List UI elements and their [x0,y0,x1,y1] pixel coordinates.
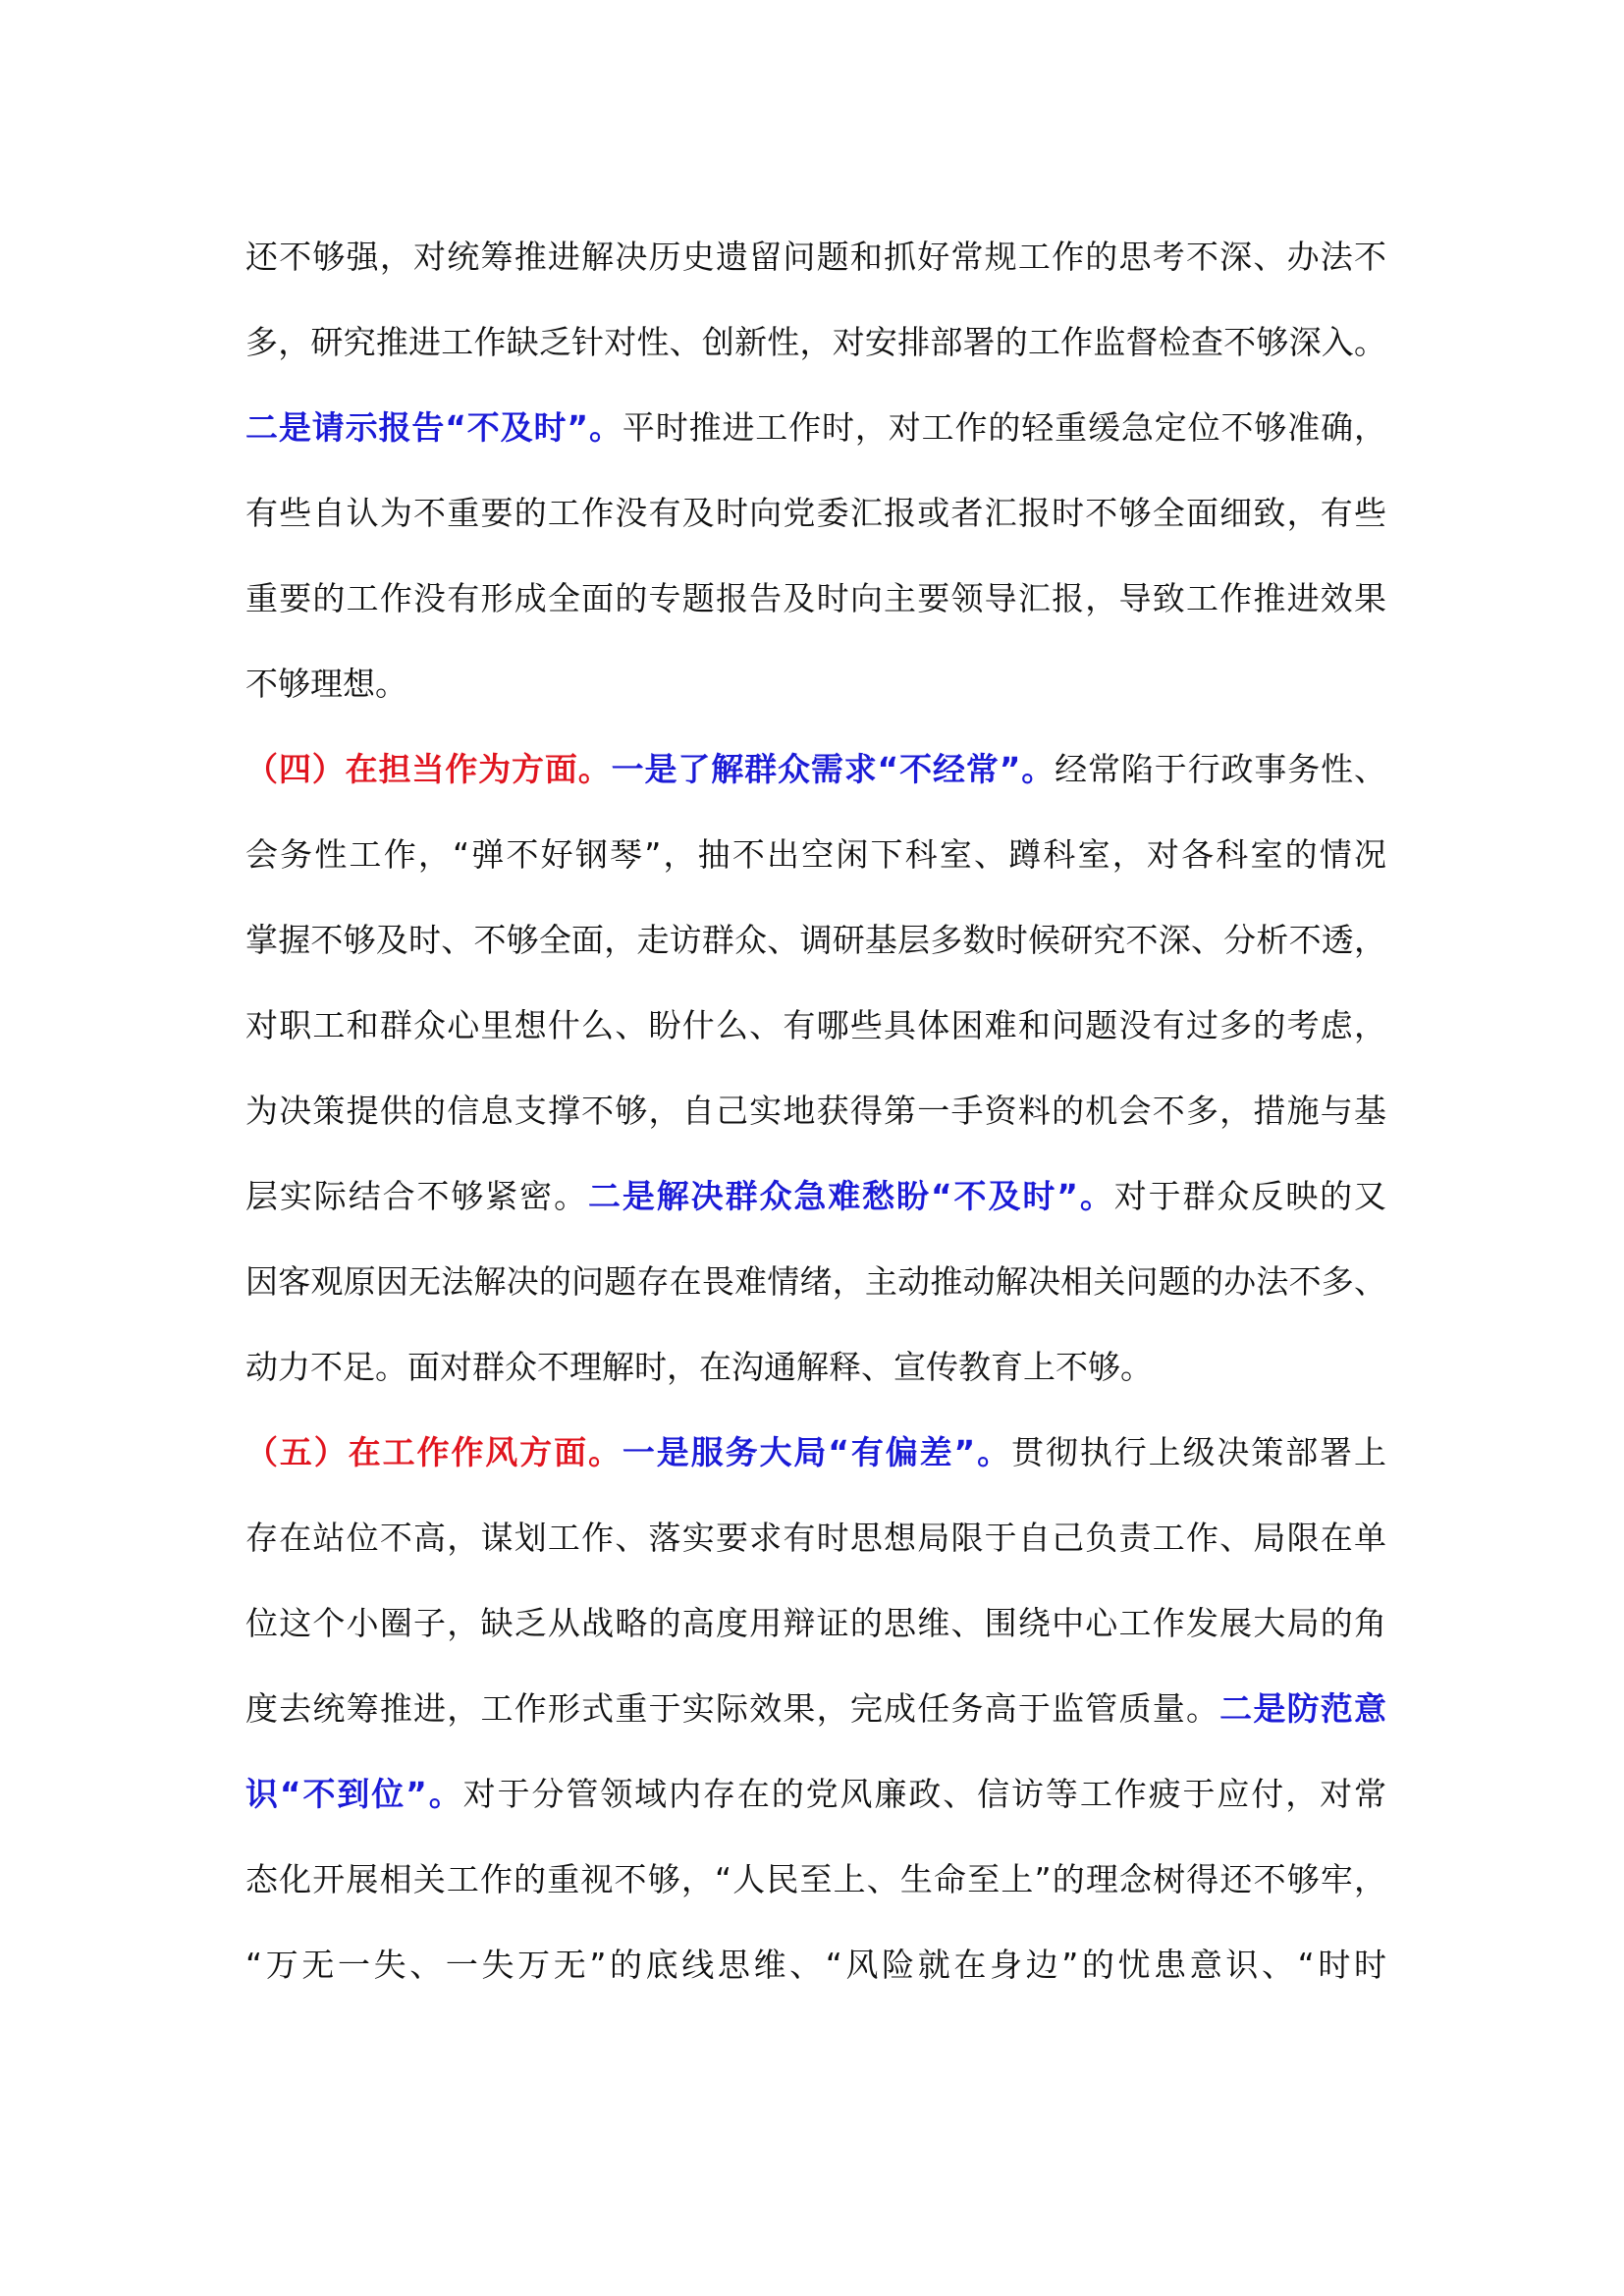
body-text: 动力不足。面对群众不理解时，在沟通解释、宣传教育上不够。 [245,1348,1153,1386]
body-text: 态化开展相关工作的重视不够，“人民至上、生命至上”的理念树得还不够牢， [245,1860,1386,1898]
text-line [245,1167,1386,1253]
section-heading: （五）在工作作风方面。 [245,1433,623,1471]
text-line [245,1423,1386,1509]
body-text: 掌握不够及时、不够全面，走访群众、调研基层多数时候研究不深、分析不透， [245,921,1386,959]
body-text: 位这个小圈子，缺乏从战略的高度用辩证的思维、围绕中心工作发展大局的角 [245,1604,1386,1642]
point-heading: 二是解决群众急难愁盼“不及时”。 [587,1177,1114,1215]
body-text: 多，研究推进工作缺乏针对性、创新性，对安排部署的工作监督检查不够深入。 [245,323,1386,361]
body-text: 经常陷于行政事务性、 [1055,750,1387,788]
text-line [245,1082,1386,1167]
body-text: 有些自认为不重要的工作没有及时向党委汇报或者汇报时不够全面细致，有些 [245,494,1386,532]
point-heading: 二是请示报告“不及时”。 [245,408,623,447]
text-line [245,484,1386,569]
section-heading: （四）在担当作为方面。 [245,750,612,788]
text-line [245,399,1386,484]
body-text: 平时推进工作时，对工作的轻重缓急定位不够准确， [622,408,1386,447]
point-heading: 二是防范意 [1219,1689,1387,1728]
text-line [245,1594,1386,1680]
body-text: 会务性工作，“弹不好钢琴”，抽不出空闲下科室、蹲科室，对各科室的情况 [245,835,1386,874]
point-heading: 识“不到位”。 [245,1775,463,1813]
body-text: 对职工和群众心里想什么、盼什么、有哪些具体困难和问题没有过多的考虑， [245,1006,1386,1044]
text-line [245,569,1386,655]
body-text: 层实际结合不够紧密。 [245,1177,588,1215]
point-heading: 一是了解群众需求“不经常”。 [611,750,1056,788]
text-line [245,313,1386,399]
text-line [245,740,1386,826]
text-line [245,1253,1386,1338]
body-text: 度去统筹推进，工作形式重于实际效果，完成任务高于监管质量。 [245,1689,1220,1728]
text-line [245,911,1386,996]
point-heading: 一是服务大局“有偏差”。 [622,1433,1012,1471]
body-text: 因客观原因无法解决的问题存在畏难情绪，主动推动解决相关问题的办法不多、 [245,1262,1386,1301]
text-line [245,1680,1386,1765]
text-line [245,826,1386,911]
text-line [245,655,1386,740]
text-line [245,1765,1386,1850]
body-text: 不够理想。 [245,665,407,703]
text-line [245,228,1386,313]
text-line [245,1338,1386,1423]
text-line [245,1509,1386,1594]
text-line [245,1850,1386,1936]
document-body [245,228,1386,2021]
body-text: 贯彻执行上级决策部署上 [1011,1433,1387,1471]
body-text: 为决策提供的信息支撑不够，自己实地获得第一手资料的机会不多，措施与基 [245,1092,1386,1130]
body-text: 存在站位不高，谋划工作、落实要求有时思想局限于自己负责工作、局限在单 [245,1519,1386,1557]
body-text: “万无一失、一失万无”的底线思维、“风险就在身边”的忧患意识、“时时 [245,1946,1386,1984]
body-text: 对于群众反映的又 [1113,1177,1386,1215]
body-text: 重要的工作没有形成全面的专题报告及时向主要领导汇报，导致工作推进效果 [245,579,1386,617]
body-text: 对于分管领域内存在的党风廉政、信访等工作疲于应付，对常 [462,1775,1387,1813]
text-line [245,996,1386,1082]
text-line [245,1936,1386,2021]
body-text: 还不够强，对统筹推进解决历史遗留问题和抓好常规工作的思考不深、办法不 [245,238,1386,276]
